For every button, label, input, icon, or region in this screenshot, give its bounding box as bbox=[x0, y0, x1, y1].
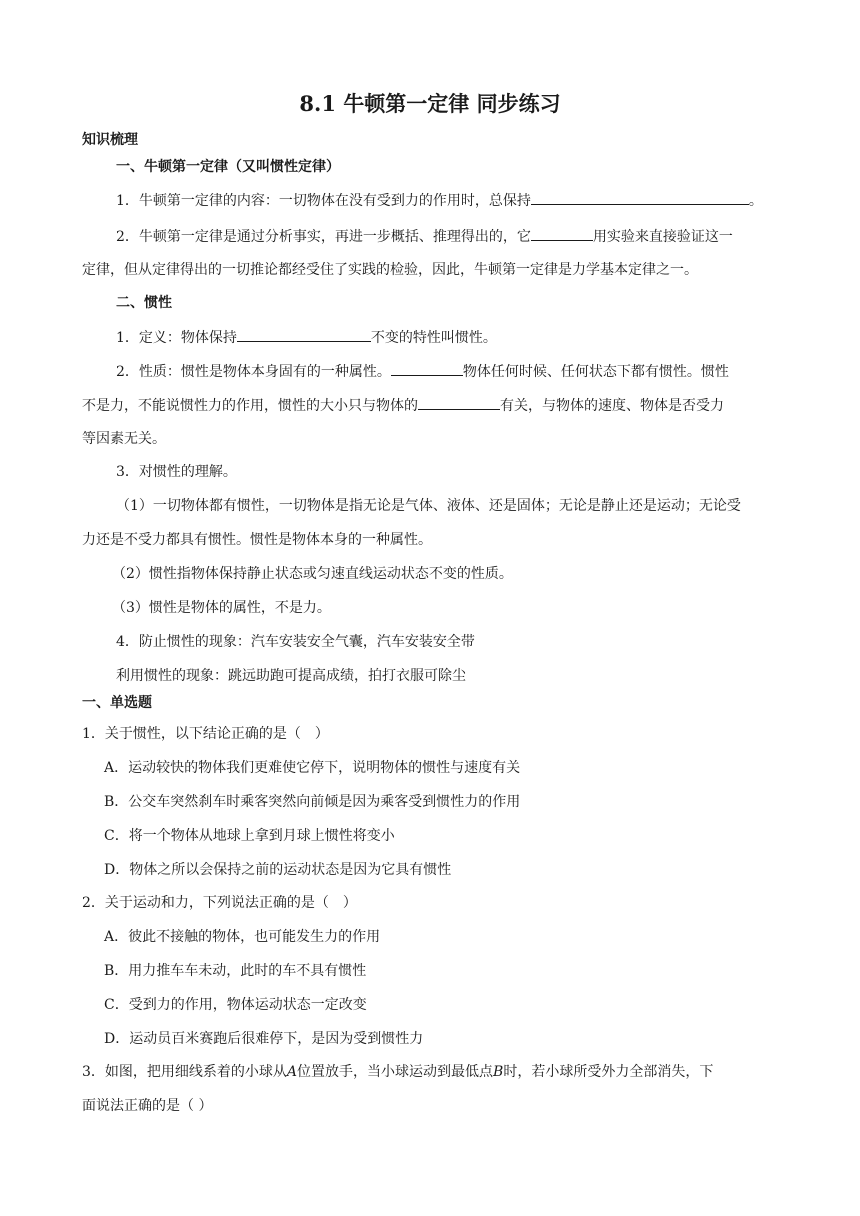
question-3-stem bbox=[82, 1062, 713, 1082]
inertia-property-line2: 不是力，不能说惯性力的作用，惯性的大小只与物体的 bbox=[82, 398, 418, 414]
question-3-stem-part3: 时，若小球所受外力全部消失，下 bbox=[503, 1064, 714, 1080]
subsection-heading-inertia: 二、惯性 bbox=[116, 295, 172, 311]
question-2-option-c: C．受到力的作用，物体运动状态一定改变 bbox=[104, 997, 367, 1013]
paragraph-law-derivation bbox=[116, 226, 733, 247]
paragraph-understanding-3: （3）惯性是物体的属性，不是力。 bbox=[112, 600, 331, 616]
paragraph-understanding-2: （2）惯性指物体保持静止状态或匀速直线运动状态不变的性质。 bbox=[112, 566, 513, 582]
fill-blank-1 bbox=[531, 190, 749, 205]
question-2-stem: 2．关于运动和力，下列说法正确的是（ ） bbox=[82, 895, 357, 911]
section-heading-summary: 知识梳理 bbox=[82, 132, 138, 148]
question-1-option-a: A．运动较快的物体我们更难使它停下，说明物体的惯性与速度有关 bbox=[104, 760, 521, 776]
paragraph-inertia-property bbox=[116, 361, 729, 382]
point-b-label: B bbox=[493, 1064, 504, 1080]
page-title: 8.1 牛顿第一定律 同步练习 bbox=[299, 91, 561, 116]
inertia-definition-text: 1．定义：物体保持 bbox=[116, 330, 237, 346]
question-1-option-b: B．公交车突然刹车时乘客突然向前倾是因为乘客受到惯性力的作用 bbox=[104, 794, 521, 810]
paragraph-prevent-inertia: 4．防止惯性的现象：汽车安装安全气囊，汽车安装安全带 bbox=[116, 634, 475, 650]
fill-blank-4 bbox=[391, 361, 463, 376]
law-derivation-text: 2．牛顿第一定律是通过分析事实，再进一步概括、推理得出的，它 bbox=[116, 229, 531, 245]
subsection-heading-newton-first-law: 一、牛顿第一定律（又叫惯性定律） bbox=[116, 159, 340, 175]
law-content-text: 1．牛顿第一定律的内容：一切物体在没有受到力的作用时，总保持 bbox=[116, 193, 531, 209]
question-2-option-b: B．用力推车车未动，此时的车不具有惯性 bbox=[104, 963, 367, 979]
question-3-stem-part1: 3．如图，把用细线系着的小球从 bbox=[82, 1064, 287, 1080]
paragraph-inertia-definition bbox=[116, 327, 497, 348]
question-2-option-d: D．运动员百米赛跑后很难停下，是因为受到惯性力 bbox=[104, 1031, 424, 1047]
question-3-stem-part2: 位置放手，当小球运动到最低点 bbox=[297, 1064, 494, 1080]
fill-blank-2 bbox=[531, 226, 593, 241]
question-2-option-a: A．彼此不接触的物体，也可能发生力的作用 bbox=[104, 929, 381, 945]
paragraph-understanding-1-cont: 力还是不受力都具有惯性。惯性是物体本身的一种属性。 bbox=[82, 532, 432, 548]
question-1-option-c: C．将一个物体从地球上拿到月球上惯性将变小 bbox=[104, 828, 395, 844]
paragraph-inertia-property-cont bbox=[82, 395, 724, 416]
law-content-end: 。 bbox=[748, 193, 763, 209]
inertia-property-text: 2．性质：惯性是物体本身固有的一种属性。 bbox=[116, 364, 391, 380]
fill-blank-3 bbox=[237, 327, 371, 342]
inertia-property-line2-end: 有关，与物体的速度、物体是否受力 bbox=[500, 398, 724, 414]
paragraph-use-inertia: 利用惯性的现象：跳远助跑可提高成绩，拍打衣服可除尘 bbox=[116, 668, 466, 684]
paragraph-inertia-property-cont2: 等因素无关。 bbox=[82, 431, 166, 447]
paragraph-understanding-1: （1）一切物体都有惯性，一切物体是指无论是气体、液体、还是固体；无论是静止还是运动；无论受 bbox=[116, 498, 741, 514]
question-3-stem-cont: 面说法正确的是（ ） bbox=[82, 1098, 213, 1114]
point-a-label: A bbox=[286, 1064, 298, 1080]
fill-blank-5 bbox=[418, 395, 500, 410]
paragraph-law-derivation-cont: 定律，但从定律得出的一切推论都经受住了实践的检验，因此，牛顿第一定律是力学基本定律之一。 bbox=[82, 262, 698, 278]
section-heading-single-choice: 一、单选题 bbox=[82, 695, 152, 711]
inertia-definition-end: 不变的特性叫惯性。 bbox=[370, 330, 497, 346]
inertia-property-text-2: 物体任何时候、任何状态下都有惯性。惯性 bbox=[462, 364, 729, 380]
paragraph-law-content bbox=[116, 190, 763, 211]
paragraph-inertia-understanding: 3．对惯性的理解。 bbox=[116, 464, 237, 480]
question-1-option-d: D．物体之所以会保持之前的运动状态是因为它具有惯性 bbox=[104, 862, 452, 878]
law-derivation-text-2: 用实验来直接验证这一 bbox=[592, 229, 733, 245]
question-1-stem: 1．关于惯性，以下结论正确的是（ ） bbox=[82, 726, 329, 742]
